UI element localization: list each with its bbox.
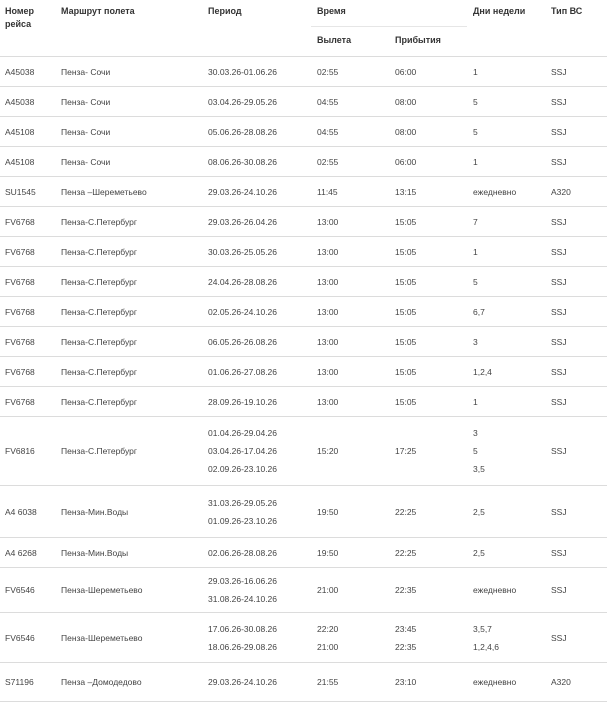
route-cell-text: Пенза –Домодедово	[61, 677, 142, 687]
departure-cell-text: 13:00	[317, 277, 339, 287]
route-cell	[61, 581, 142, 599]
flight-number-cell	[5, 153, 34, 171]
flight-number-cell	[5, 544, 37, 562]
aircraft-type-cell	[551, 393, 567, 411]
table-row	[0, 387, 607, 417]
flight-number-cell-text: FV6546	[5, 585, 35, 595]
flight-number-cell	[5, 629, 35, 647]
departure-cell	[317, 243, 338, 261]
table-row	[0, 117, 607, 147]
arrival-cell	[395, 673, 416, 691]
aircraft-type-cell-text: A320	[551, 187, 571, 197]
days-cell-text: 1	[473, 397, 478, 407]
period-cell	[208, 333, 277, 351]
route-cell	[61, 544, 128, 562]
period-cell	[208, 393, 277, 411]
aircraft-type-cell	[551, 153, 567, 171]
period-cell-text: 24.04.26-28.08.26	[208, 277, 278, 287]
period-cell-text: 29.03.26-16.06.26	[208, 576, 278, 586]
aircraft-type-cell-text: SSJ	[551, 67, 567, 77]
period-cell-text: 01.04.26-29.04.26	[208, 428, 278, 438]
arrival-cell-text: 23:10	[395, 677, 417, 687]
arrival-cell-text: 22:25	[395, 548, 417, 558]
route-cell	[61, 673, 142, 691]
table-row	[0, 87, 607, 117]
arrival-cell	[395, 442, 416, 460]
aircraft-type-cell	[551, 503, 567, 521]
table-row	[0, 357, 607, 387]
departure-cell-text: 04:55	[317, 127, 339, 137]
departure-cell	[317, 581, 338, 599]
aircraft-type-cell	[551, 442, 567, 460]
flight-number-cell	[5, 673, 34, 691]
flight-number-cell	[5, 581, 35, 599]
route-cell-text: Пенза-Мин.Воды	[61, 548, 129, 558]
days-cell-text: 1	[473, 67, 478, 77]
flight-number-cell-text: A45038	[5, 67, 35, 77]
flight-number-cell-text: FV6768	[5, 337, 35, 347]
flight-number-cell-text: S71196	[5, 677, 34, 687]
route-cell-text: Пенза-С.Петербург	[61, 247, 137, 257]
arrival-cell-text: 15:05	[395, 277, 417, 287]
aircraft-type-cell-text: SSJ	[551, 337, 567, 347]
flight-number-cell-text: FV6768	[5, 367, 35, 377]
departure-cell-text: 13:00	[317, 337, 339, 347]
aircraft-type-cell-text: SSJ	[551, 367, 567, 377]
period-cell	[208, 213, 277, 231]
departure-cell	[317, 673, 338, 691]
flight-number-cell-text: FV6768	[5, 397, 35, 407]
arrival-cell	[395, 620, 416, 656]
departure-cell	[317, 153, 338, 171]
departure-cell	[317, 393, 338, 411]
departure-cell	[317, 503, 338, 521]
departure-cell	[317, 183, 338, 201]
route-cell	[61, 363, 137, 381]
header-days: Дни недели	[473, 6, 526, 16]
period-cell-text: 29.03.26-26.04.26	[208, 217, 278, 227]
flight-number-cell-text: FV6768	[5, 307, 35, 317]
departure-cell-text: 21:55	[317, 677, 339, 687]
table-row	[0, 237, 607, 267]
arrival-cell	[395, 363, 416, 381]
aircraft-type-cell-text: SSJ	[551, 217, 567, 227]
period-cell-text: 01.09.26-23.10.26	[208, 516, 278, 526]
period-cell-text: 02.06.26-28.08.26	[208, 548, 278, 558]
departure-cell-text: 13:00	[317, 307, 339, 317]
days-cell-text: 1	[473, 157, 478, 167]
route-cell-text: Пенза- Сочи	[61, 97, 111, 107]
flight-number-cell-text: FV6768	[5, 277, 35, 287]
arrival-cell	[395, 503, 416, 521]
aircraft-type-cell	[551, 303, 567, 321]
aircraft-type-cell-text: SSJ	[551, 97, 567, 107]
departure-cell-text: 21:00	[317, 642, 339, 652]
period-cell	[208, 93, 277, 111]
departure-cell-text: 15:20	[317, 446, 339, 456]
departure-cell	[317, 273, 338, 291]
arrival-cell-text: 15:05	[395, 217, 417, 227]
time-header-divider	[311, 26, 467, 27]
flight-number-cell	[5, 213, 35, 231]
route-cell	[61, 333, 137, 351]
table-row	[0, 417, 607, 486]
days-cell	[473, 273, 478, 291]
days-cell	[473, 63, 478, 81]
aircraft-type-cell	[551, 581, 567, 599]
aircraft-type-cell-text: SSJ	[551, 548, 567, 558]
table-row	[0, 177, 607, 207]
flight-number-cell	[5, 363, 35, 381]
departure-cell	[317, 303, 338, 321]
arrival-cell-text: 06:00	[395, 157, 417, 167]
arrival-cell	[395, 544, 416, 562]
days-cell-text: 7	[473, 217, 478, 227]
days-cell-text: 1	[473, 247, 478, 257]
table-row	[0, 147, 607, 177]
route-cell	[61, 63, 110, 81]
arrival-cell-text: 22:25	[395, 507, 417, 517]
departure-cell-text: 02:55	[317, 67, 339, 77]
departure-cell-text: 13:00	[317, 367, 339, 377]
arrival-cell	[395, 581, 416, 599]
departure-cell-text: 13:00	[317, 247, 339, 257]
flight-number-cell	[5, 243, 35, 261]
departure-cell-text: 13:00	[317, 397, 339, 407]
arrival-cell	[395, 273, 416, 291]
days-cell	[473, 620, 499, 656]
period-cell	[208, 544, 277, 562]
route-cell-text: Пенза- Сочи	[61, 127, 111, 137]
route-cell	[61, 213, 137, 231]
route-cell-text: Пенза- Сочи	[61, 67, 111, 77]
arrival-cell	[395, 393, 416, 411]
period-cell-text: 29.03.26-24.10.26	[208, 677, 278, 687]
table-row	[0, 327, 607, 357]
period-cell-text: 02.05.26-24.10.26	[208, 307, 278, 317]
period-cell	[208, 572, 277, 608]
route-cell	[61, 243, 137, 261]
arrival-cell	[395, 303, 416, 321]
route-cell-text: Пенза-С.Петербург	[61, 217, 137, 227]
aircraft-type-cell	[551, 673, 571, 691]
aircraft-type-cell-text: SSJ	[551, 633, 567, 643]
departure-cell-text: 21:00	[317, 585, 339, 595]
arrival-cell	[395, 213, 416, 231]
days-cell	[473, 363, 492, 381]
departure-cell	[317, 123, 338, 141]
flight-number-cell-text: A4 6268	[5, 548, 37, 558]
route-cell	[61, 183, 147, 201]
departure-cell	[317, 544, 338, 562]
flight-number-cell	[5, 273, 35, 291]
aircraft-type-cell-text: SSJ	[551, 157, 567, 167]
aircraft-type-cell-text: SSJ	[551, 277, 567, 287]
arrival-cell-text: 08:00	[395, 97, 417, 107]
arrival-cell-text: 22:35	[395, 642, 417, 652]
departure-cell-text: 22:20	[317, 624, 339, 634]
route-cell-text: Пенза-Мин.Воды	[61, 507, 129, 517]
route-cell-text: Пенза-Шереметьево	[61, 633, 143, 643]
departure-cell	[317, 213, 338, 231]
arrival-cell-text: 15:05	[395, 367, 417, 377]
period-cell	[208, 123, 277, 141]
days-cell-text: 6,7	[473, 307, 485, 317]
aircraft-type-cell-text: SSJ	[551, 397, 567, 407]
departure-cell	[317, 63, 338, 81]
days-cell-text: 5	[473, 446, 478, 456]
route-cell-text: Пенза-Шереметьево	[61, 585, 143, 595]
aircraft-type-cell-text: SSJ	[551, 446, 567, 456]
flight-number-cell	[5, 393, 35, 411]
departure-cell	[317, 333, 338, 351]
departure-cell-text: 11:45	[317, 187, 338, 197]
route-cell	[61, 629, 142, 647]
period-cell	[208, 363, 277, 381]
route-cell-text: Пенза-С.Петербург	[61, 337, 137, 347]
days-cell-text: ежедневно	[473, 585, 517, 595]
route-cell	[61, 442, 137, 460]
aircraft-type-cell-text: SSJ	[551, 127, 567, 137]
flight-number-cell-text: FV6768	[5, 247, 35, 257]
days-cell-text: 5	[473, 97, 478, 107]
days-cell	[473, 673, 516, 691]
period-cell-text: 06.05.26-26.08.26	[208, 337, 278, 347]
days-cell-text: ежедневно	[473, 677, 517, 687]
departure-cell	[317, 363, 338, 381]
departure-cell-text: 19:50	[317, 507, 339, 517]
period-cell	[208, 424, 277, 478]
route-cell	[61, 393, 137, 411]
departure-cell	[317, 620, 338, 656]
table-row	[0, 568, 607, 613]
aircraft-type-cell-text: SSJ	[551, 585, 567, 595]
arrival-cell-text: 08:00	[395, 127, 417, 137]
route-cell-text: Пенза-С.Петербург	[61, 367, 137, 377]
departure-cell-text: 13:00	[317, 217, 339, 227]
aircraft-type-cell	[551, 243, 567, 261]
table-row	[0, 297, 607, 327]
arrival-cell-text: 13:15	[395, 187, 417, 197]
days-cell	[473, 581, 516, 599]
header-period: Период	[208, 6, 242, 16]
route-cell-text: Пенза-С.Петербург	[61, 397, 137, 407]
flight-number-cell-text: SU1545	[5, 187, 36, 197]
period-cell	[208, 273, 277, 291]
days-cell-text: 1,2,4	[473, 367, 492, 377]
route-cell-text: Пенза-С.Петербург	[61, 446, 137, 456]
header-departure: Вылета	[317, 35, 352, 45]
period-cell-text: 31.08.26-24.10.26	[208, 594, 278, 604]
aircraft-type-cell	[551, 93, 567, 111]
days-cell	[473, 333, 478, 351]
aircraft-type-cell	[551, 333, 567, 351]
route-cell-text: Пенза –Шереметьево	[61, 187, 147, 197]
table-row	[0, 613, 607, 663]
table-header	[0, 0, 607, 57]
flight-number-cell	[5, 183, 36, 201]
period-cell	[208, 183, 277, 201]
route-cell	[61, 273, 137, 291]
table-row	[0, 207, 607, 237]
period-cell-text: 08.06.26-30.08.26	[208, 157, 278, 167]
arrival-cell	[395, 333, 416, 351]
period-cell-text: 01.06.26-27.08.26	[208, 367, 278, 377]
days-cell	[473, 243, 478, 261]
route-cell	[61, 303, 137, 321]
aircraft-type-cell	[551, 544, 567, 562]
route-cell-text: Пенза-С.Петербург	[61, 307, 137, 317]
table-row	[0, 486, 607, 538]
flight-number-cell	[5, 63, 34, 81]
header-aircraft-type: Тип ВС	[551, 6, 583, 16]
route-cell	[61, 153, 110, 171]
period-cell-text: 02.09.26-23.10.26	[208, 464, 278, 474]
period-cell-text: 17.06.26-30.08.26	[208, 624, 278, 634]
period-cell-text: 05.06.26-28.08.26	[208, 127, 278, 137]
arrival-cell	[395, 93, 416, 111]
aircraft-type-cell	[551, 629, 567, 647]
days-cell	[473, 183, 516, 201]
aircraft-type-cell	[551, 273, 567, 291]
arrival-cell-text: 17:25	[395, 446, 417, 456]
arrival-cell-text: 15:05	[395, 307, 417, 317]
route-cell-text: Пенза-С.Петербург	[61, 277, 137, 287]
days-cell	[473, 424, 485, 478]
aircraft-type-cell-text: SSJ	[551, 247, 567, 257]
days-cell-text: 5	[473, 127, 478, 137]
days-cell	[473, 303, 485, 321]
header-arrival: Прибытия	[395, 35, 441, 45]
period-cell-text: 29.03.26-24.10.26	[208, 187, 278, 197]
aircraft-type-cell-text: SSJ	[551, 307, 567, 317]
period-cell	[208, 673, 277, 691]
days-cell	[473, 93, 478, 111]
departure-cell-text: 02:55	[317, 157, 339, 167]
flight-number-cell-text: A45038	[5, 97, 35, 107]
aircraft-type-cell	[551, 183, 571, 201]
arrival-cell	[395, 243, 416, 261]
arrival-cell-text: 15:05	[395, 337, 417, 347]
period-cell	[208, 153, 277, 171]
flight-number-cell	[5, 303, 35, 321]
arrival-cell-text: 15:05	[395, 247, 417, 257]
days-cell-text: 3,5,7	[473, 624, 492, 634]
flight-number-cell-text: FV6816	[5, 446, 35, 456]
route-cell	[61, 93, 110, 111]
days-cell	[473, 393, 478, 411]
days-cell-text: ежедневно	[473, 187, 517, 197]
departure-cell	[317, 442, 338, 460]
flight-number-cell	[5, 93, 34, 111]
days-cell-text: 3	[473, 428, 478, 438]
table-row	[0, 57, 607, 87]
aircraft-type-cell-text: A320	[551, 677, 571, 687]
aircraft-type-cell	[551, 123, 567, 141]
period-cell	[208, 243, 277, 261]
period-cell-text: 30.03.26-25.05.26	[208, 247, 278, 257]
flight-number-cell	[5, 503, 37, 521]
days-cell	[473, 544, 485, 562]
flight-number-cell-text: A45108	[5, 157, 35, 167]
days-cell-text: 3	[473, 337, 478, 347]
aircraft-type-cell-text: SSJ	[551, 507, 567, 517]
arrival-cell	[395, 153, 416, 171]
flight-number-cell	[5, 333, 35, 351]
flight-number-cell-text: FV6546	[5, 633, 35, 643]
arrival-cell-text: 06:00	[395, 67, 417, 77]
departure-cell	[317, 93, 338, 111]
table-row	[0, 538, 607, 568]
period-cell	[208, 494, 277, 530]
days-cell-text: 2,5	[473, 548, 485, 558]
days-cell-text: 5	[473, 277, 478, 287]
period-cell-text: 03.04.26-17.04.26	[208, 446, 278, 456]
days-cell-text: 3,5	[473, 464, 485, 474]
days-cell-text: 1,2,4,6	[473, 642, 499, 652]
period-cell-text: 28.09.26-19.10.26	[208, 397, 278, 407]
days-cell-text: 2,5	[473, 507, 485, 517]
route-cell	[61, 123, 110, 141]
route-cell	[61, 503, 128, 521]
aircraft-type-cell	[551, 213, 567, 231]
header-route: Маршрут полета	[61, 6, 135, 16]
days-cell	[473, 123, 478, 141]
table-row	[0, 267, 607, 297]
arrival-cell-text: 22:35	[395, 585, 417, 595]
period-cell	[208, 620, 277, 656]
period-cell-text: 31.03.26-29.05.26	[208, 498, 278, 508]
period-cell-text: 30.03.26-01.06.26	[208, 67, 278, 77]
table-body	[0, 57, 607, 702]
aircraft-type-cell	[551, 63, 567, 81]
arrival-cell	[395, 63, 416, 81]
period-cell	[208, 63, 277, 81]
flight-number-cell	[5, 442, 35, 460]
arrival-cell	[395, 183, 416, 201]
flight-number-cell-text: FV6768	[5, 217, 35, 227]
period-cell-text: 03.04.26-29.05.26	[208, 97, 278, 107]
route-cell-text: Пенза- Сочи	[61, 157, 111, 167]
days-cell	[473, 213, 478, 231]
departure-cell-text: 19:50	[317, 548, 339, 558]
flight-number-cell	[5, 123, 34, 141]
flight-number-cell-text: A45108	[5, 127, 35, 137]
header-flight-number: Номер рейса	[5, 6, 35, 29]
header-time: Время	[317, 6, 346, 16]
arrival-cell-text: 23:45	[395, 624, 417, 634]
days-cell	[473, 503, 485, 521]
period-cell	[208, 303, 277, 321]
departure-cell-text: 04:55	[317, 97, 339, 107]
arrival-cell	[395, 123, 416, 141]
arrival-cell-text: 15:05	[395, 397, 417, 407]
period-cell-text: 18.06.26-29.08.26	[208, 642, 278, 652]
aircraft-type-cell	[551, 363, 567, 381]
days-cell	[473, 153, 478, 171]
flight-number-cell-text: A4 6038	[5, 507, 37, 517]
